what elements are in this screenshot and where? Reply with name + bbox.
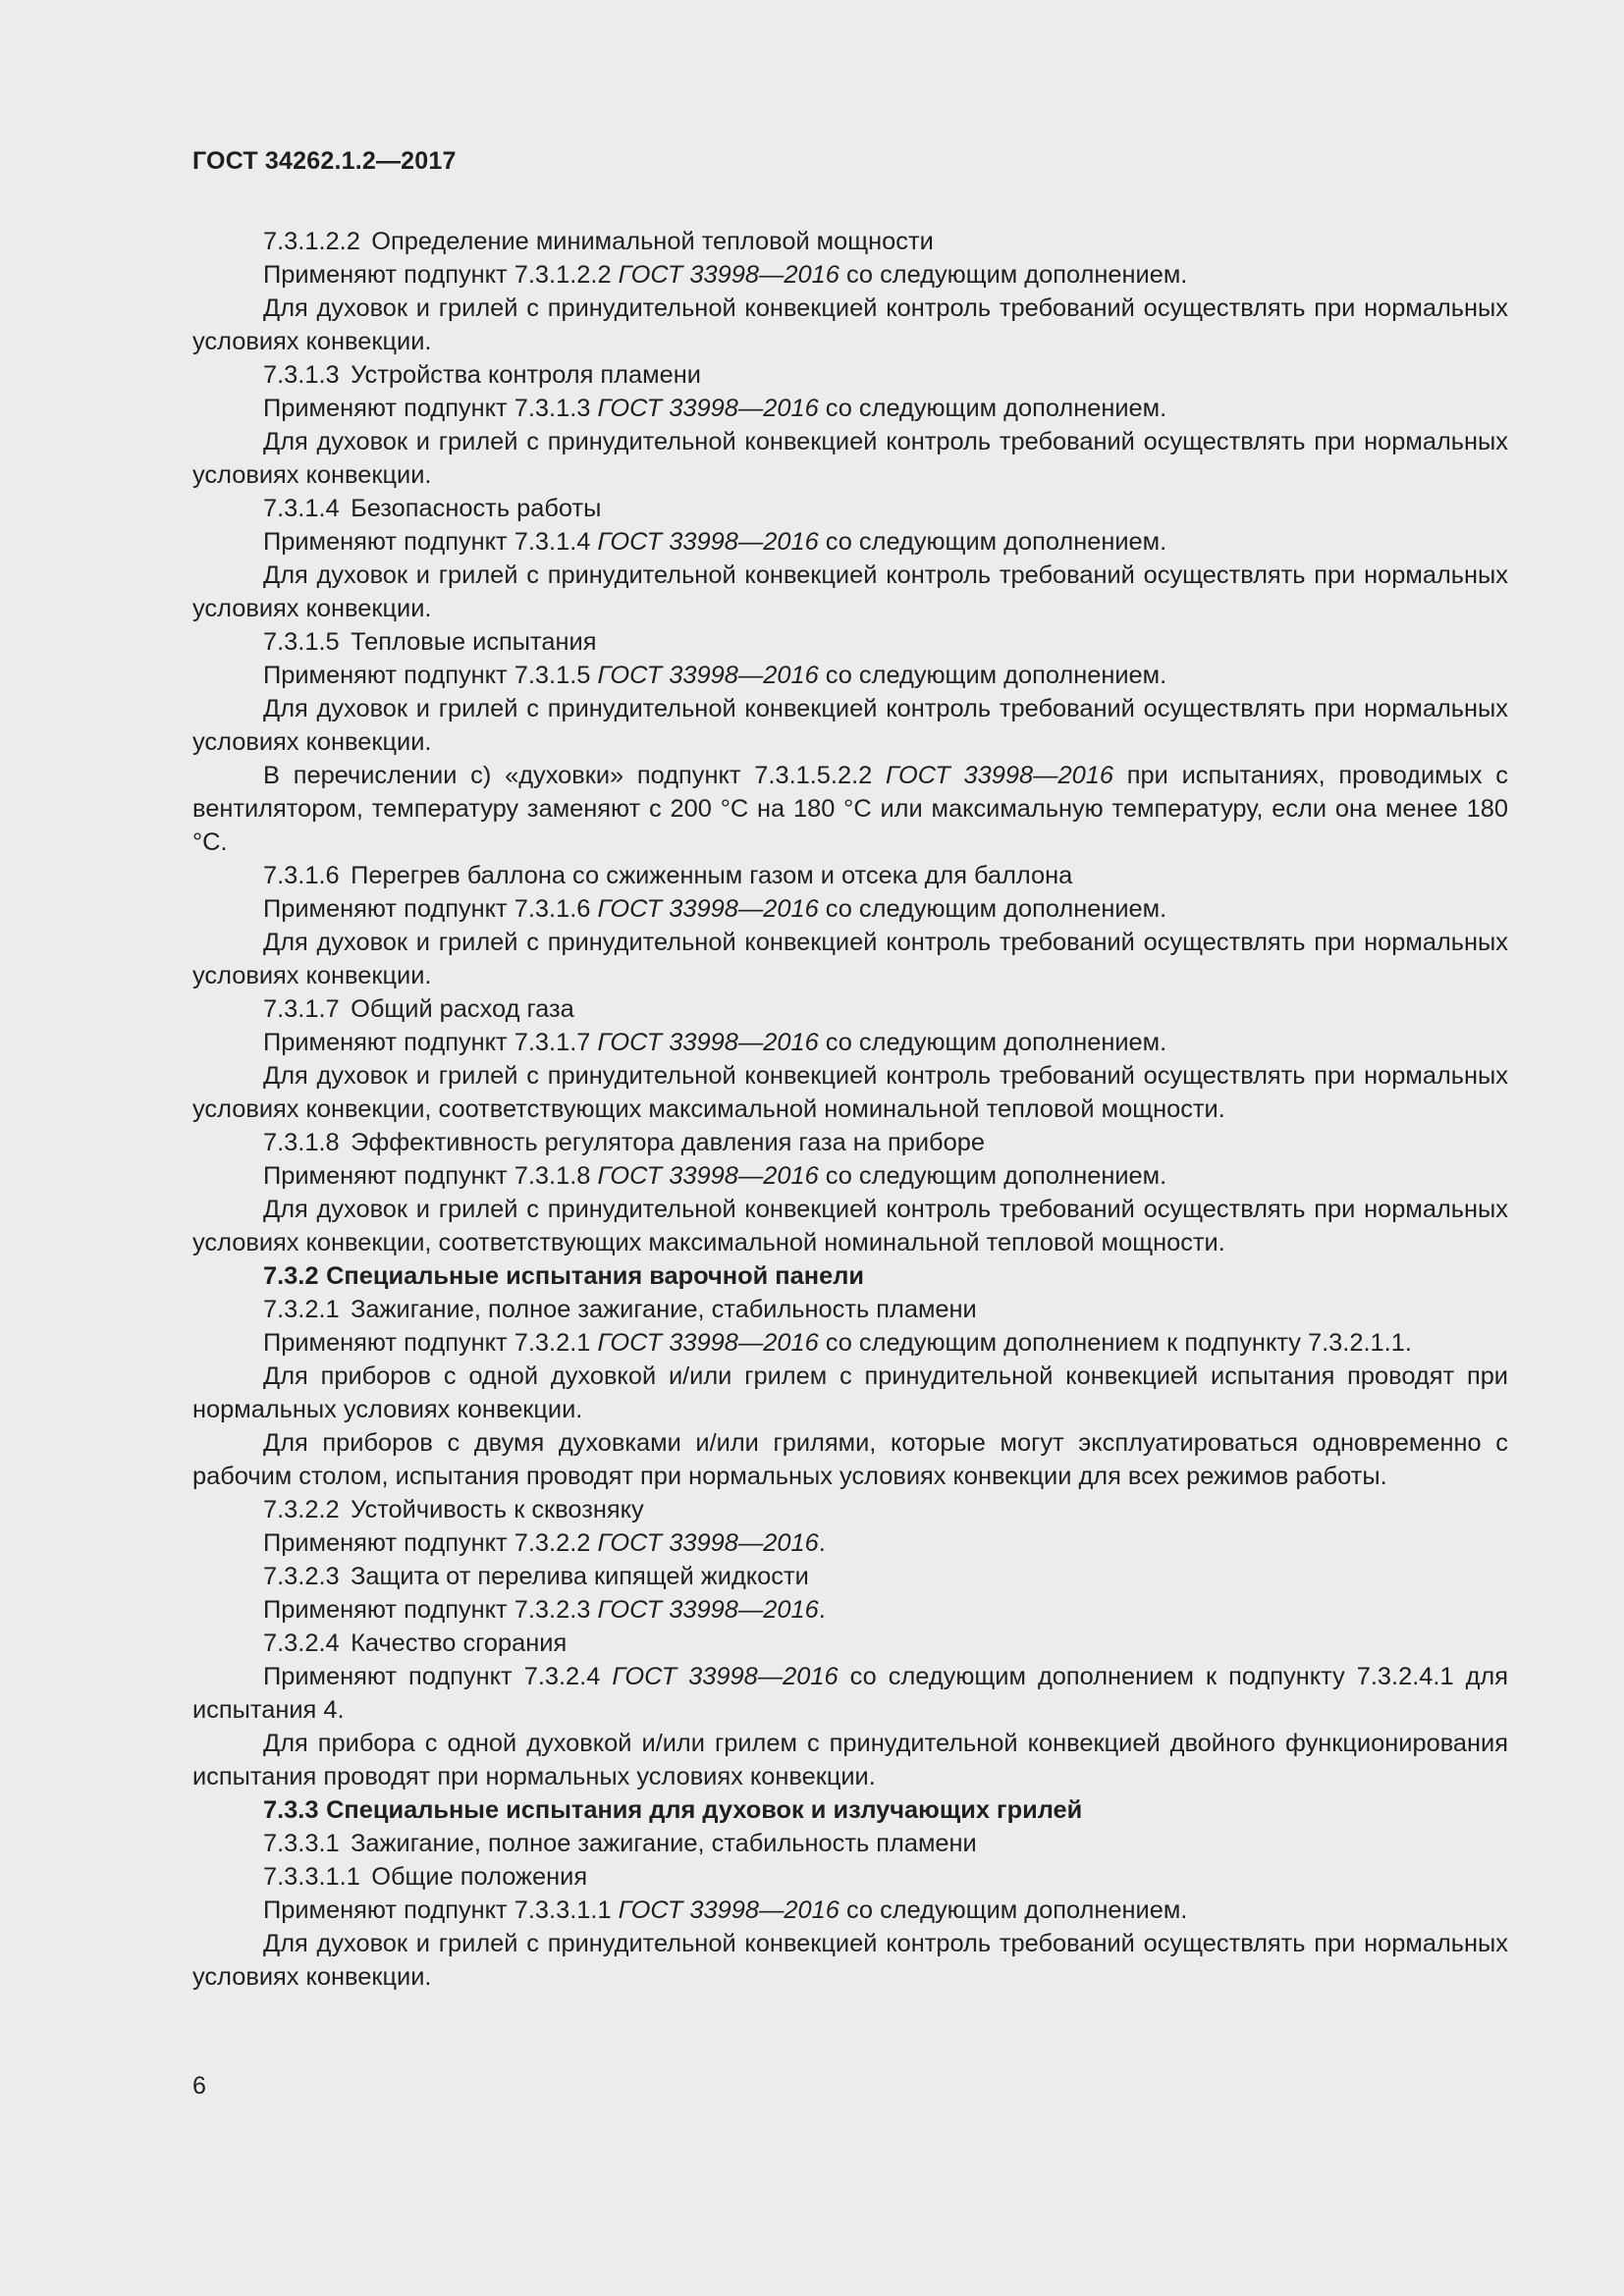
clause-title: Качество сгорания (351, 1629, 568, 1657)
reference-lead-text: Применяют подпункт 7.3.1.6 (263, 895, 598, 923)
clause-number: 7.3.3.1 (263, 1830, 340, 1857)
reference-trail-text: со следующим дополнением к подпункту 7.3.2.4.1 для испытания 4. (192, 1663, 1508, 1724)
section-heading (192, 1259, 1508, 1293)
document-body (192, 225, 1508, 1994)
reference-paragraph (192, 1159, 1508, 1193)
reference-trail-text: при испытаниях, проводимых с вентилятором, температуру заменяют с 200 °С на 180 °С или максимальную температуру, если она менее 180 °С. (192, 762, 1508, 856)
reference-lead-text: Применяют подпункт 7.3.1.5 (263, 662, 598, 689)
clause-number: 7.3.3.1.1 (263, 1863, 360, 1891)
section-heading (192, 1793, 1508, 1827)
body-paragraph: Для приборов с двумя духовками и/или грилями, которые могут эксплуатироваться одновременно с рабочим столом, испытания проводят при нормальных условиях конвекции для всех режимов работы. (192, 1429, 1508, 1490)
clause-number: 7.3.1.3 (263, 361, 340, 389)
standard-reference: ГОСТ 33998—2016 (597, 895, 819, 923)
standard-reference: ГОСТ 33998—2016 (618, 1896, 839, 1924)
clause-number: 7.3.1.5 (263, 628, 340, 656)
clause-number: 7.3.1.4 (263, 495, 340, 522)
reference-trail-text: со следующим дополнением. (818, 895, 1167, 923)
clause-number: 7.3.1.2.2 (263, 228, 360, 255)
body-paragraph: Для духовок и грилей с принудительной конвекцией контроль требований осуществлять при нормальных условиях конвекции. (192, 428, 1508, 489)
clause-title: Безопасность работы (351, 495, 602, 522)
body-paragraph: Для духовок и грилей с принудительной конвекцией контроль требований осуществлять при нормальных условиях конвекции. (192, 294, 1508, 355)
standard-reference: ГОСТ 33998—2016 (597, 395, 819, 422)
body-paragraph: Для духовок и грилей с принудительной конвекцией контроль требований осуществлять при нормальных условиях конвекции. (192, 1930, 1508, 1991)
body-paragraph: Для духовок и грилей с принудительной конвекцией контроль требований осуществлять при нормальных условиях конвекции, соответствующих максимальной номинальной тепловой мощности. (192, 1196, 1508, 1256)
body-paragraph: Для духовок и грилей с принудительной конвекцией контроль требований осуществлять при нормальных условиях конвекции. (192, 695, 1508, 756)
clause-heading (192, 1126, 1508, 1159)
standard-reference: ГОСТ 33998—2016 (612, 1663, 839, 1690)
body-paragraph: Для духовок и грилей с принудительной конвекцией контроль требований осуществлять при нормальных условиях конвекции. (192, 561, 1508, 622)
clause-heading (192, 358, 1508, 392)
reference-paragraph (192, 1326, 1508, 1360)
clause-heading (192, 1493, 1508, 1526)
clause-heading (192, 225, 1508, 258)
clause-title: Защита от перелива кипящей жидкости (351, 1563, 809, 1590)
reference-lead-text: Применяют подпункт 7.3.3.1.1 (263, 1896, 619, 1924)
reference-lead-text: Применяют подпункт 7.3.2.4 (263, 1663, 613, 1690)
reference-trail-text: со следующим дополнением. (818, 1029, 1167, 1056)
reference-trail-text: со следующим дополнением. (818, 395, 1167, 422)
reference-paragraph (192, 525, 1508, 559)
clause-title: Перегрев баллона со сжиженным газом и отсека для баллона (351, 862, 1073, 889)
reference-lead-text: Применяют подпункт 7.3.1.3 (263, 395, 598, 422)
clause-heading (192, 1560, 1508, 1593)
standard-reference: ГОСТ 33998—2016 (618, 261, 839, 289)
body-paragraph: Для прибора с одной духовкой и/или грилем с принудительной конвекцией двойного функционирования испытания проводят при нормальных условиях конвекции. (192, 1730, 1508, 1790)
clause-title: Общие положения (371, 1863, 588, 1891)
reference-paragraph (192, 1593, 1508, 1627)
standard-reference: ГОСТ 33998—2016 (597, 1162, 819, 1190)
standard-reference: ГОСТ 33998—2016 (597, 1596, 819, 1624)
reference-lead-text: Применяют подпункт 7.3.2.2 (263, 1529, 598, 1557)
reference-paragraph (192, 258, 1508, 292)
clause-number: 7.3.2 (263, 1262, 319, 1290)
clause-number: 7.3.3 (263, 1796, 319, 1824)
clause-heading (192, 492, 1508, 525)
body-paragraph: Для духовок и грилей с принудительной конвекцией контроль требований осуществлять при нормальных условиях конвекции. (192, 929, 1508, 989)
document-header: ГОСТ 34262.1.2—2017 (192, 147, 457, 175)
reference-paragraph (192, 1526, 1508, 1560)
body-paragraph: Для духовок и грилей с принудительной конвекцией контроль требований осуществлять при нормальных условиях конвекции, соответствующих максимальной номинальной тепловой мощности. (192, 1062, 1508, 1123)
reference-paragraph (192, 1894, 1508, 1927)
standard-reference: ГОСТ 33998—2016 (886, 762, 1113, 789)
reference-paragraph (192, 659, 1508, 692)
reference-lead-text: Применяют подпункт 7.3.1.7 (263, 1029, 598, 1056)
reference-paragraph (192, 892, 1508, 926)
clause-title: Зажигание, полное зажигание, стабильность пламени (351, 1296, 977, 1323)
clause-title: Устройства контроля пламени (351, 361, 701, 389)
clause-number: 7.3.2.1 (263, 1296, 340, 1323)
reference-trail-text: со следующим дополнением. (839, 261, 1188, 289)
reference-paragraph (192, 1660, 1508, 1727)
reference-lead-text: Применяют подпункт 7.3.2.1 (263, 1329, 598, 1357)
clause-title: Общий расход газа (351, 995, 574, 1023)
standard-reference: ГОСТ 33998—2016 (597, 528, 819, 556)
clause-number: 7.3.2.2 (263, 1496, 340, 1523)
clause-heading (192, 859, 1508, 892)
clause-heading (192, 1827, 1508, 1860)
page-number: 6 (192, 2072, 206, 2100)
clause-heading (192, 992, 1508, 1026)
clause-title: Тепловые испытания (351, 628, 597, 656)
reference-paragraph (192, 1026, 1508, 1059)
reference-trail-text: . (818, 1596, 826, 1624)
clause-heading (192, 1860, 1508, 1894)
clause-title: Эффективность регулятора давления газа на приборе (351, 1129, 985, 1156)
reference-paragraph (192, 392, 1508, 425)
standard-reference: ГОСТ 33998—2016 (597, 662, 819, 689)
clause-number: 7.3.2.3 (263, 1563, 340, 1590)
reference-lead-text: Применяют подпункт 7.3.1.8 (263, 1162, 598, 1190)
clause-title: Зажигание, полное зажигание, стабильность пламени (351, 1830, 977, 1857)
reference-trail-text: со следующим дополнением. (818, 528, 1167, 556)
clause-number: 7.3.1.6 (263, 862, 340, 889)
standard-reference: ГОСТ 33998—2016 (597, 1029, 819, 1056)
reference-trail-text: . (818, 1529, 826, 1557)
reference-lead-text: Применяют подпункт 7.3.2.3 (263, 1596, 598, 1624)
clause-heading (192, 1293, 1508, 1326)
body-paragraph: Для приборов с одной духовкой и/или грилем с принудительной конвекцией испытания проводят при нормальных условиях конвекции. (192, 1362, 1508, 1423)
clause-heading (192, 625, 1508, 659)
clause-title: Специальные испытания варочной панели (326, 1262, 864, 1290)
standard-reference: ГОСТ 33998—2016 (597, 1529, 819, 1557)
reference-lead-text: Применяют подпункт 7.3.1.2.2 (263, 261, 619, 289)
clause-title: Устойчивость к сквозняку (351, 1496, 644, 1523)
clause-number: 7.3.1.8 (263, 1129, 340, 1156)
clause-heading (192, 1627, 1508, 1660)
reference-trail-text: со следующим дополнением. (818, 1162, 1167, 1190)
clause-title: Специальные испытания для духовок и излучающих грилей (326, 1796, 1083, 1824)
reference-trail-text: со следующим дополнением. (839, 1896, 1188, 1924)
reference-trail-text: со следующим дополнением к подпункту 7.3.2.1.1. (818, 1329, 1412, 1357)
reference-paragraph (192, 759, 1508, 859)
reference-lead-text: В перечислении с) «духовки» подпункт 7.3.1.5.2.2 (263, 762, 887, 789)
standard-reference: ГОСТ 33998—2016 (597, 1329, 819, 1357)
reference-trail-text: со следующим дополнением. (818, 662, 1167, 689)
reference-lead-text: Применяют подпункт 7.3.1.4 (263, 528, 598, 556)
clause-number: 7.3.1.7 (263, 995, 340, 1023)
clause-title: Определение минимальной тепловой мощности (371, 228, 934, 255)
clause-number: 7.3.2.4 (263, 1629, 340, 1657)
